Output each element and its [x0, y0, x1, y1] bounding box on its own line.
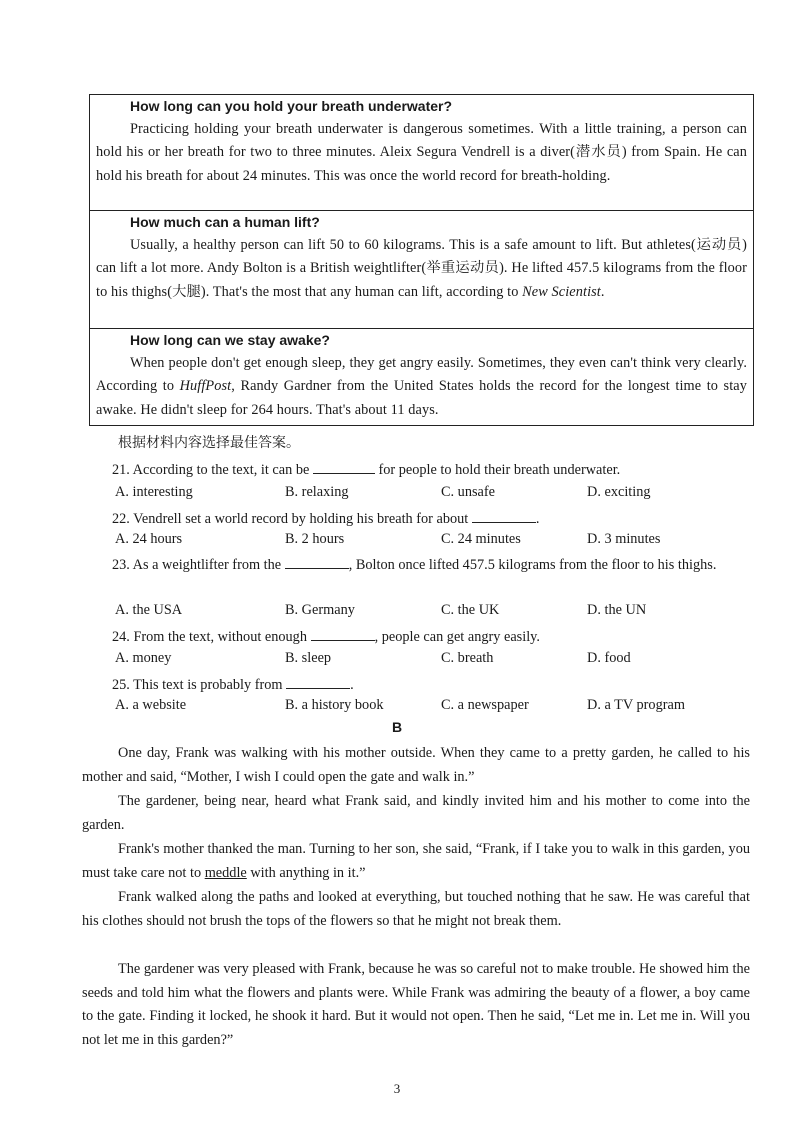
- option[interactable]: C. 24 minutes: [441, 531, 521, 547]
- section-body: When people don't get enough sleep, they get angry easily. Sometimes, they even can't think very clearly. According to HuffPost, Randy Gardner from the United States holds the record for the longest time to stay awake. He didn't sleep for 264 hours. That's about 11 days.: [96, 355, 747, 418]
- section-awake: [90, 328, 753, 426]
- option[interactable]: B. sleep: [285, 650, 332, 666]
- option[interactable]: C. the UK: [441, 602, 500, 618]
- option[interactable]: B. 2 hours: [285, 531, 345, 547]
- passage-paragraph: The gardener, being near, heard what Frank said, and kindly invited him and his mother to come into the garden.: [82, 793, 750, 833]
- section-title: How long can we stay awake?: [130, 332, 330, 348]
- passage-paragraph: Frank's mother thanked the man. Turning to her son, she said, “Frank, if I take you to walk in this garden, you must take care not to meddle with anything in it.”: [82, 841, 750, 881]
- option[interactable]: C. unsafe: [441, 484, 495, 500]
- question-21: 21. According to the text, it can be for people to hold their breath underwater.: [112, 459, 620, 479]
- page-number: 3: [393, 1081, 401, 1096]
- option[interactable]: C. a newspaper: [441, 697, 529, 713]
- option[interactable]: B. a history book: [285, 697, 384, 713]
- section-title: How much can a human lift?: [130, 214, 320, 230]
- option[interactable]: D. food: [587, 650, 631, 666]
- question-22: 22. Vendrell set a world record by holding his breath for about .: [112, 508, 539, 528]
- option[interactable]: B. relaxing: [285, 484, 349, 500]
- option[interactable]: C. breath: [441, 650, 494, 666]
- section-title: How long can you hold your breath underwater?: [130, 98, 453, 114]
- instruction: 根据材料内容选择最佳答案。: [118, 435, 300, 451]
- passage-paragraph: One day, Frank was walking with his mother outside. When they came to a pretty garden, he called to his mother and said, “Mother, I wish I could open the gate and walk in.”: [82, 745, 750, 785]
- section-lift: [90, 210, 753, 329]
- question-25: 25. This text is probably from .: [112, 674, 354, 694]
- section-body: Practicing holding your breath underwater is dangerous sometimes. With a little training, a person can hold his or her breath for two to three minutes. Aleix Segura Vendrell is a diver(潜水员) from Spain. He can hold his breath for about 24 minutes. This was once the world record for breath-holding.: [96, 121, 747, 184]
- option[interactable]: D. exciting: [587, 484, 651, 500]
- option[interactable]: A. interesting: [115, 484, 193, 500]
- option[interactable]: A. money: [115, 650, 172, 666]
- option[interactable]: B. Germany: [285, 602, 355, 618]
- option[interactable]: D. the UN: [587, 602, 647, 618]
- underlined-word: meddle: [204, 864, 247, 881]
- passage-paragraph: Frank walked along the paths and looked at everything, but touched nothing that he saw. He was careful that his clothes should not brush the tops of the flowers so that he might not break them.: [82, 889, 750, 929]
- section-b-heading: B: [391, 719, 403, 735]
- option[interactable]: A. 24 hours: [115, 531, 183, 547]
- option[interactable]: A. a website: [115, 697, 187, 713]
- option[interactable]: D. 3 minutes: [587, 531, 661, 547]
- section-breath: [90, 95, 753, 211]
- option[interactable]: D. a TV program: [587, 697, 685, 713]
- option[interactable]: A. the USA: [115, 602, 183, 618]
- reading-material-box: [89, 94, 754, 426]
- question-24: 24. From the text, without enough , people can get angry easily.: [112, 626, 540, 646]
- passage-paragraph: The gardener was very pleased with Frank, because he was so careful not to make trouble. He showed him the seeds and told him what the flowers and plants were. While Frank was admiring the beauty of a flower, a boy came to the gate. Finding it locked, he shook it hard. But it would not open. Then he said, “Let me in. Let me in. Will you not let me in this garden?”: [82, 961, 750, 1048]
- question-23: 23. As a weightlifter from the , Bolton once lifted 457.5 kilograms from the floor to his thighs.: [112, 553, 752, 577]
- section-body: Usually, a healthy person can lift 50 to 60 kilograms. This is a safe amount to lift. But athletes(运动员) can lift a lot more. Andy Bolton is a British weightlifter(举重运动员). He lifted 457.5 kilograms from the floor to his thighs(大腿). That's the most that any human can lift, according to New Scientist.: [96, 237, 747, 300]
